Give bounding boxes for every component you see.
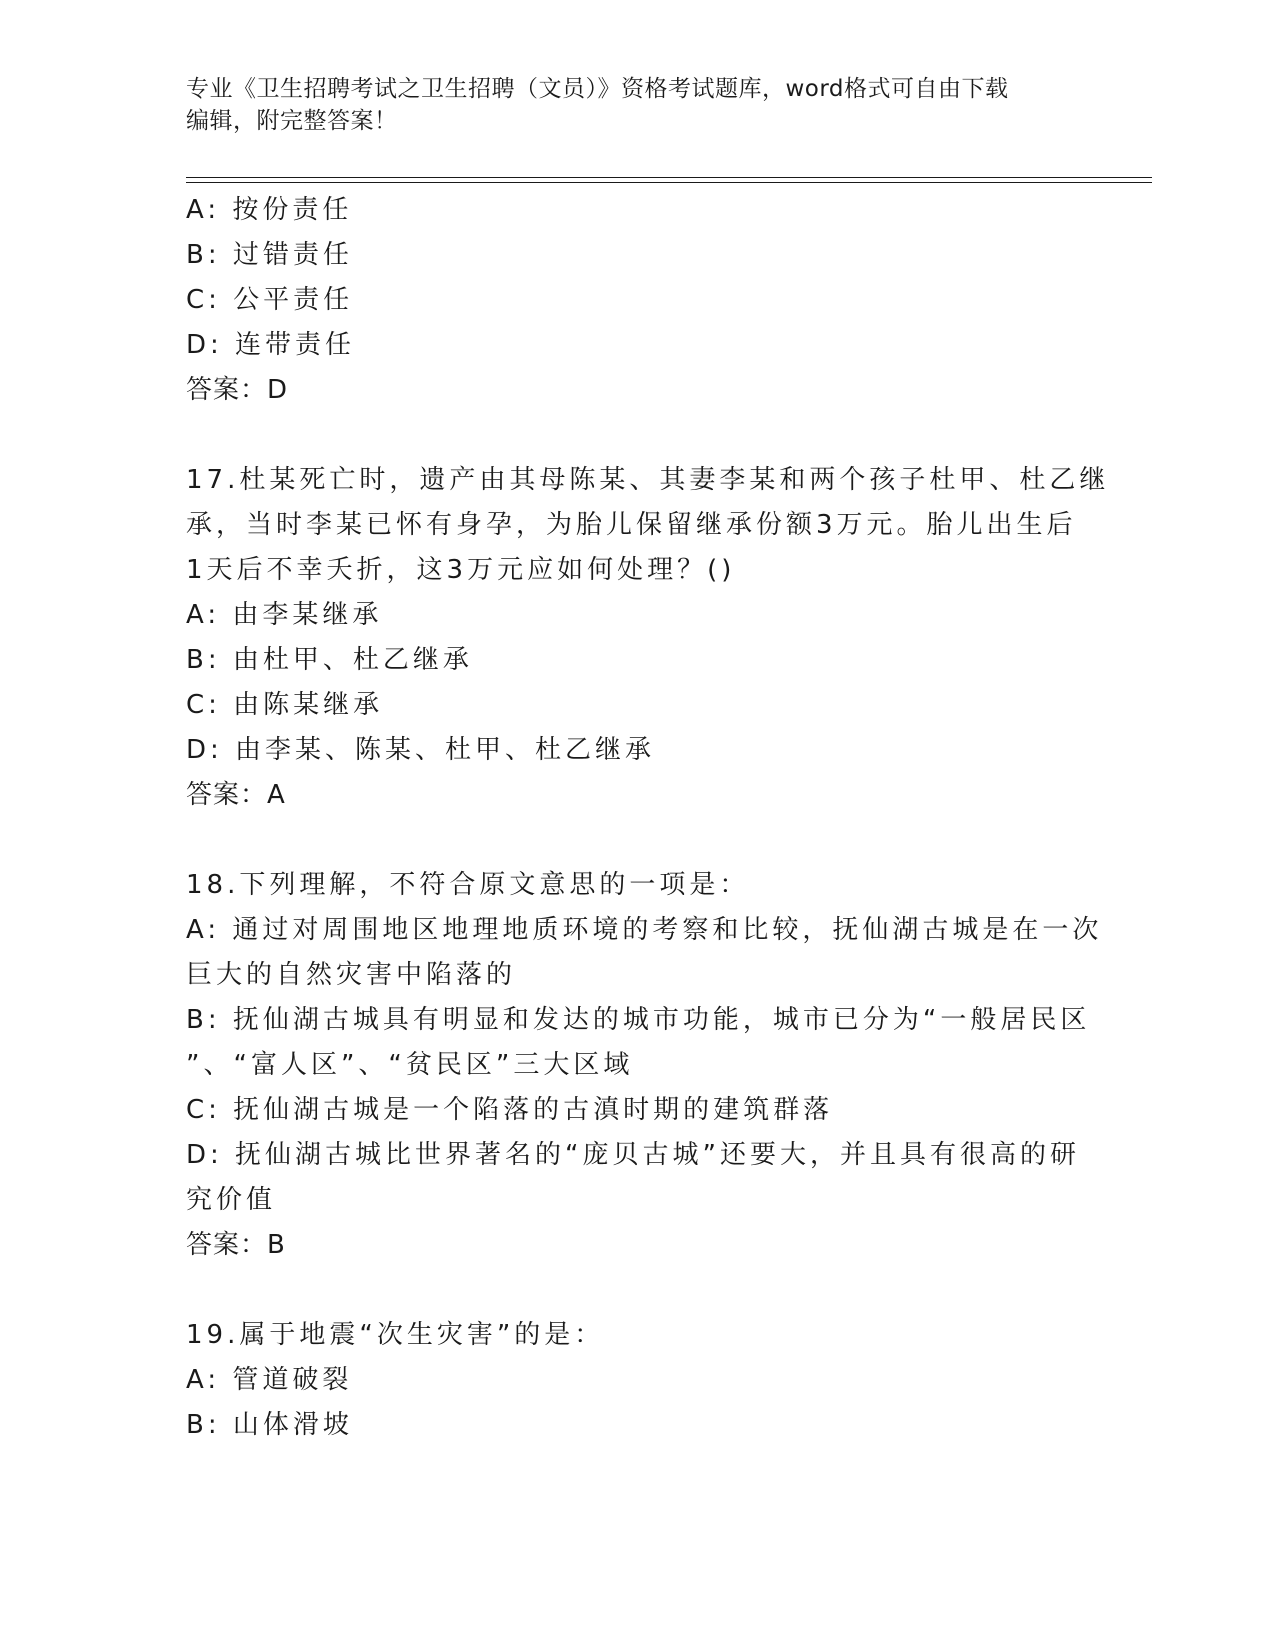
document-header <box>186 73 1066 137</box>
q18-option-a-line-2: 巨大的自然灾害中陷落的 <box>186 960 517 990</box>
q17-stem-line-3: 1天后不幸夭折，这3万元应如何处理？() <box>186 555 736 585</box>
q18-answer: 答案：B <box>186 1230 286 1260</box>
header-line-1: 专业《卫生招聘考试之卫生招聘（文员）》资格考试题库，word格式可自由下载 <box>186 76 1009 102</box>
q17-option-d: D: 由李某、陈某、杜甲、杜乙继承 <box>186 735 656 765</box>
q18-option-d-line-1: D: 抚仙湖古城比世界著名的“庞贝古城”还要大，并且具有很高的研 <box>186 1140 1080 1170</box>
header-divider-bottom <box>186 182 1152 183</box>
q19-stem: 19.属于地震“次生灾害”的是： <box>186 1320 605 1350</box>
header-divider-top <box>186 177 1152 178</box>
q17-option-c: C: 由陈某继承 <box>186 690 384 720</box>
q17-stem-line-2: 承，当时李某已怀有身孕，为胎儿保留继承份额3万元。胎儿出生后 <box>186 510 1077 540</box>
q17-stem-line-1: 17.杜某死亡时，遗产由其母陈某、其妻李某和两个孩子杜甲、杜乙继 <box>186 465 1110 495</box>
q18-option-a-line-1: A: 通过对周围地区地理地质环境的考察和比较，抚仙湖古城是在一次 <box>186 915 1103 945</box>
q18-stem: 18.下列理解，不符合原文意思的一项是： <box>186 870 750 900</box>
q18-option-b-line-1: B: 抚仙湖古城具有明显和发达的城市功能，城市已分为“一般居民区 <box>186 1005 1091 1035</box>
q18-option-d-line-2: 究价值 <box>186 1185 277 1215</box>
q19-option-a: A: 管道破裂 <box>186 1365 353 1395</box>
q16-option-c: C: 公平责任 <box>186 285 354 315</box>
q17-answer: 答案：A <box>186 780 286 810</box>
q19-option-b: B: 山体滑坡 <box>186 1410 353 1440</box>
q16-option-b: B: 过错责任 <box>186 240 353 270</box>
q16-option-a: A: 按份责任 <box>186 195 353 225</box>
header-line-2: 编辑，附完整答案！ <box>186 108 398 134</box>
q16-option-d: D: 连带责任 <box>186 330 356 360</box>
q18-option-b-line-2: ”、“富人区”、“贫民区”三大区域 <box>186 1050 634 1080</box>
q16-answer: 答案：D <box>186 375 289 405</box>
q17-option-b: B: 由杜甲、杜乙继承 <box>186 645 473 675</box>
q17-option-a: A: 由李某继承 <box>186 600 383 630</box>
q18-option-c: C: 抚仙湖古城是一个陷落的古滇时期的建筑群落 <box>186 1095 834 1125</box>
